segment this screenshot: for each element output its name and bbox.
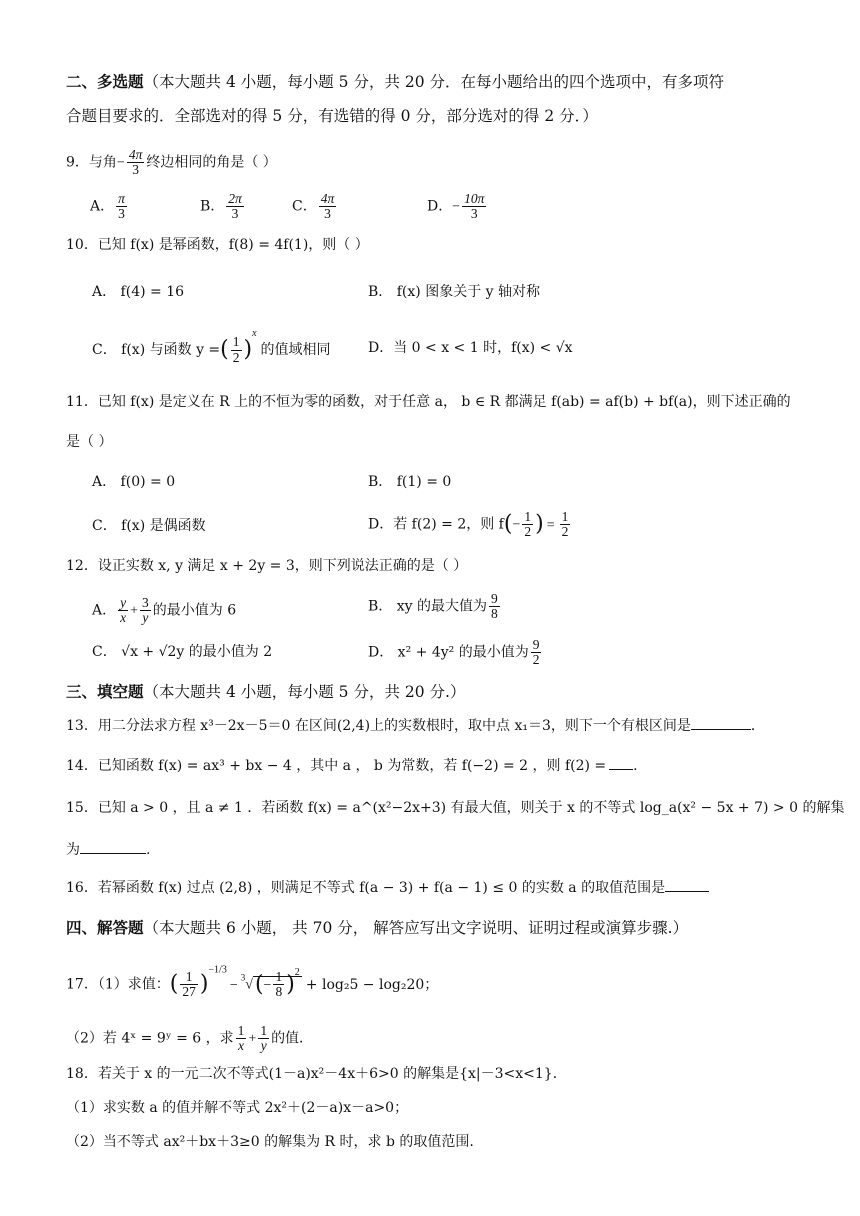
q9-text-1: 与角	[88, 154, 117, 171]
q12-option-d: D． x² + 4y² 的最小值为 $\frac{9}{2}$	[368, 637, 540, 668]
question-18-part-1: （1）求实数 a 的值并解不等式 2x²＋(2－a)x－a>0；	[66, 1100, 409, 1116]
question-13: 13．用二分法求方程 x³－2x－5＝0 在区间(2,4)上的实数根时，取中点 x₁＝3，则下一个有根区间是 ．	[66, 718, 765, 734]
section-3-desc: （本大题共 4 小题，每小题 5 分，共 20 分.）	[143, 683, 466, 701]
q10-option-a: A． f(4) = 16	[92, 284, 185, 300]
q9-option-b: B． $\frac{2\pi}{3}$	[200, 191, 242, 222]
q11-option-c: C． f(x) 是偶函数	[92, 518, 206, 534]
question-16: 16．若幂函数 f(x) 过点 (2,8) ，则满足不等式 f(a − 3) + f(a − 1) ≤ 0 的实数 a 的取值范围是	[66, 878, 709, 898]
question-9: 9．与角− $\frac{4\pi}{3}$ 终边相同的角是（ ）	[66, 147, 277, 178]
section-3-header	[66, 682, 465, 702]
section-3-title: 三、填空题	[66, 683, 144, 701]
q10-option-b: B． f(x) 图象关于 y 轴对称	[368, 284, 540, 300]
q12-option-a: A． $\frac{y}{x}$ + $\frac{3}{y}$ 的最小值为 6	[92, 595, 237, 626]
q13-answer-blank[interactable]	[691, 717, 751, 730]
question-15: 15．已知 a > 0 ，且 a ≠ 1 ．若函数 f(x) = a^(x²−2x+3) 有最大值，则关于 x 的不等式 log_a(x² − 5x + 7) > 0 的解集	[66, 800, 845, 816]
question-10: 10．已知 f(x) 是幂函数，f(8) = 4f(1)，则（ ）	[66, 237, 369, 253]
question-11: 11．已知 f(x) 是定义在 R 上的不恒为零的函数，对于任意 a， b ∈ R 都满足 f(ab) = af(b) + bf(a)，则下述正确的	[66, 394, 791, 410]
q14-answer-blank[interactable]	[609, 757, 633, 770]
q10-stem: 已知 f(x) 是幂函数，f(8) = 4f(1)，则（ ）	[97, 237, 369, 253]
q11-stem-2: 是（ ）	[66, 434, 113, 450]
q15-answer-blank[interactable]	[80, 841, 146, 854]
q16-answer-blank[interactable]	[665, 879, 709, 892]
q11-stem-1: 已知 f(x) 是定义在 R 上的不恒为零的函数，对于任意 a， b ∈ R 都满足 f(ab) = af(b) + bf(a)，则下述正确的	[97, 394, 791, 410]
section-2-desc: （本大题共 4 小题，每小题 5 分，共 20 分．在每小题给出的四个选项中，有多项符	[143, 73, 725, 91]
section-4-header	[66, 918, 688, 938]
section-4-desc: （本大题共 6 小题， 共 70 分， 解答应写出文字说明、证明过程或演算步骤.）	[143, 919, 689, 937]
q11-option-a: A． f(0) = 0	[92, 474, 176, 490]
q9-text-2: 终边相同的角是（ ）	[146, 154, 277, 171]
q10-option-d: D．当 0 < x < 1 时，f(x) < √x	[368, 340, 573, 356]
section-2-desc-line2: 合题目要求的．全部选对的得 5 分，有选错的得 0 分，部分选对的得 2 分．）	[66, 107, 598, 125]
q12-stem: 设正实数 x, y 满足 x + 2y = 3，则下列说法正确的是（ ）	[97, 558, 468, 574]
q10-option-c: C． f(x) 与函数 y =( $\frac{1}{2}$ )$^x$的值域相同	[92, 328, 331, 365]
q11-option-b: B． f(1) = 0	[368, 474, 452, 490]
question-18: 18．若关于 x 的一元二次不等式(1－a)x²－4x＋6>0 的解集是{x|－3<x<1}．	[66, 1066, 567, 1082]
question-18-part-2: （2）当不等式 ax²＋bx＋3≥0 的解集为 R 时，求 b 的取值范围.	[66, 1134, 474, 1150]
question-15-line2: 为 .	[66, 842, 151, 858]
section-2-header	[66, 72, 724, 92]
q9-option-a: A． $\frac{\pi}{3}$	[90, 191, 125, 222]
q9-number: 9．	[66, 154, 89, 171]
q12-option-c: C． √x + √2y 的最小值为 2	[92, 644, 273, 660]
q12-option-b: B． xy 的最大值为 $\frac{9}{8}$	[368, 591, 498, 622]
section-2-title: 二、多选题	[66, 73, 144, 91]
question-12: 12．设正实数 x, y 满足 x + 2y = 3，则下列说法正确的是（ ）	[66, 558, 468, 574]
q11-option-d: D．若 f(2) = 2，则 f(− $\frac{1}{2}$ ) = $\frac{1}{2}$	[368, 509, 569, 540]
question-17-part-2: （2）若 4ˣ = 9ʸ = 6 ，求 $\frac{1}{x}$ + $\frac{1}{y}$ 的值．	[66, 1023, 314, 1054]
section-4-title: 四、解答题	[66, 919, 144, 937]
q9-fraction: $\frac{4\pi}{3}$	[128, 147, 143, 178]
question-14: 14．已知函数 f(x) = ax³ + bx − 4 ，其中 a ， b 为常数，若 f(−2) = 2 ，则 f(2) = .	[66, 758, 638, 774]
q9-option-d: D．− $\frac{10\pi}{3}$	[427, 191, 485, 222]
q9-option-c: C． $\frac{4\pi}{3}$	[292, 191, 335, 222]
question-17-part-1: 17．（1）求值：( $\frac{1}{27}$ )$^{-1/3}$− $^3$√(− $\frac{1}{8}$ )$^2$+ log₂5 − log₂20；	[66, 964, 439, 1000]
